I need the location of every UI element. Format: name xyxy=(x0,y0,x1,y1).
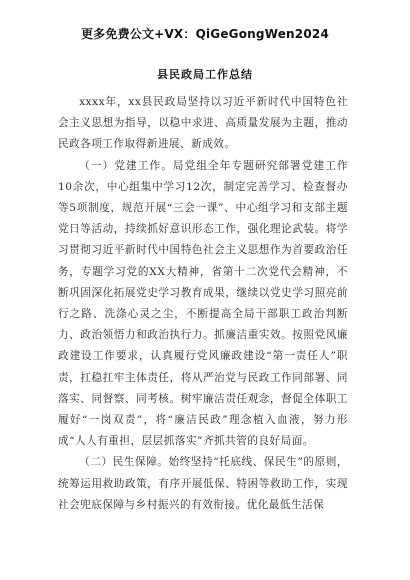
watermark-header: 更多免费公文+VX：QiGeGongWen2024 xyxy=(80,27,329,41)
party-building-paragraph: （一）党建工作。局党组全年专题研究部署党建工作10余次，中心组集中学习12次，制定完善学习、检查督办等5项制度，规范开展“三会一课”、中心组学习和支部主题党日等活动，持续抓好意识形态工作，强化理论武装。将学习贯彻习近平新时代中国特色社会主义思想作为首要政治任务，专题学习党的XX大精神，省第十二次党代会精神，不断巩固深化拓展党史学习教育成果，继续以党史学习照亮前行之路、洗涤心灵之尘，不断提高全局干部职工政治判断力、政治领悟力和政治执行力。抓廉洁重实效。按照党风廉政建设工作要求，认真履行党风廉政建设“第一责任人”职责，扛稳扛牢主体责任，将从严治党与民政工作同部署、同落实、同督察、同考核。树牢廉洁责任观念，督促全体职工履好“一岗双责”，将“廉洁民政”理念植入血液，努力形成“人人有重担，层层抓落实”齐抓共管的良好局面。 xyxy=(58,159,348,448)
livelihood-paragraph: （二）民生保障。始终坚持“托底线、保民生”的原则，统筹运用救助政策，有序开展低保、特困等救助工作，实现社会兜底保障与乡村振兴的有效衔接。优化最低生活保 xyxy=(58,456,348,511)
document-body xyxy=(58,92,348,516)
intro-paragraph: xxxx年，xx县民政局坚持以习近平新时代中国特色社会主义思想为指导，以稳中求进、高质量发展为主题，推动民政各项工作取得新进展、新成效。 xyxy=(58,96,348,151)
document-title: 县民政局工作总结 xyxy=(157,68,253,81)
